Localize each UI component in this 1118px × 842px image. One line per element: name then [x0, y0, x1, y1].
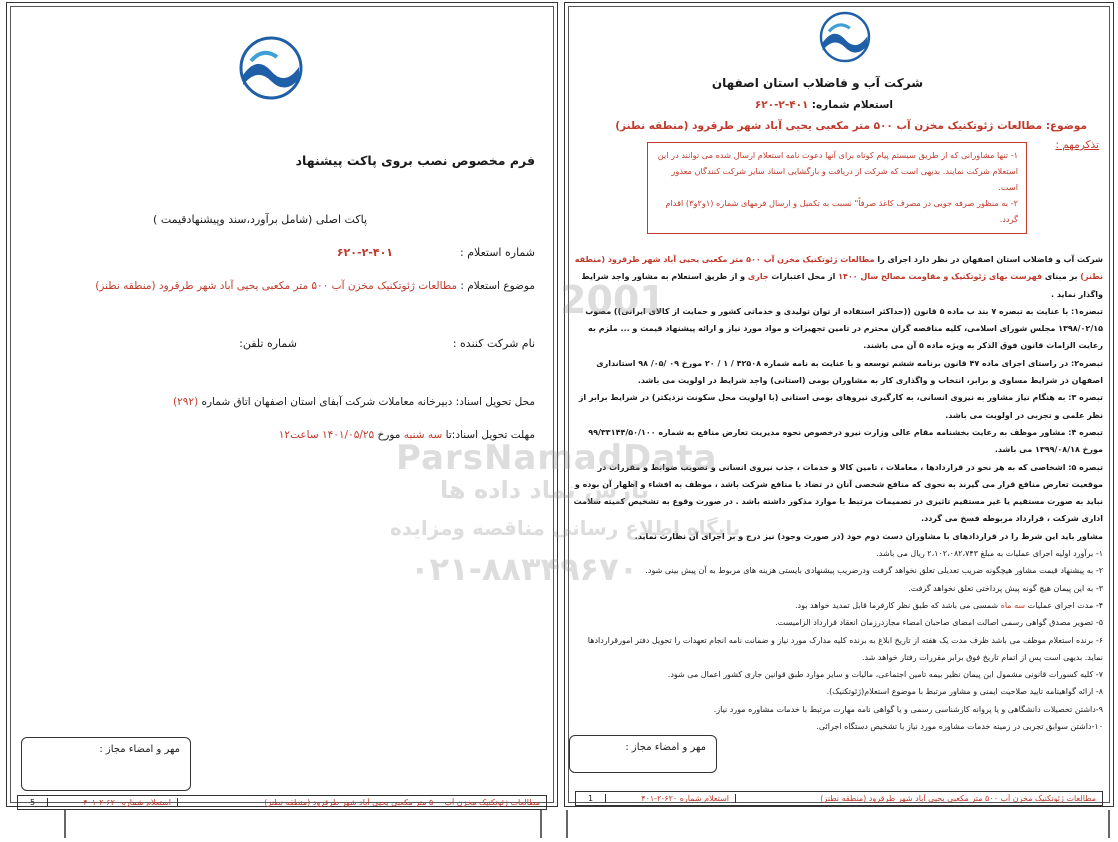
inquiry-number-line [581, 99, 893, 111]
reminder-item-1: ۱- تنها مشاورانی که از طریق سیستم پیام کوتاه برای آنها دعوت نامه استعلام ارسال شده می توانند در این استعلام شرکت نمایند. بدیهی است که شرکت از دریافت و بازگشایی اسناد سایر شرکت کنندگان معذور است. [657, 150, 1018, 192]
condition-item-9: ۹-داشتن تحصیلات دانشگاهی و یا پروانه کارشناسی رسمی و یا گواهی نامه مهارت مرتبط با خدمات مشاوره مورد نیاز. [713, 704, 1103, 714]
right-page [564, 2, 1114, 807]
intro-subject: مطالعات ژئوتکنیک مخزن آب ۵۰۰ متر مکعبی یحیی آباد شهر طرقرود (منطقه نطنز) [574, 255, 1103, 282]
delivery-room-number: (۲۹۲) [173, 396, 199, 408]
left-page [6, 2, 558, 807]
intro-fund: جاری [747, 272, 769, 282]
company-title: شرکت آب و فاضلاب استان اصفهان [711, 76, 923, 90]
inquiry-number-line [23, 246, 535, 259]
stamp-label: مهر و امضاء مجاز : [99, 744, 180, 755]
authorized-stamp-box [569, 735, 717, 773]
intro-price-list: فهرست بهای ژئوتکنیک و مقاومت مصالح سال ۱۴۰۰ [838, 272, 1043, 282]
item-4-text-c: شمسی می باشد که طبق نظر کارفرما قابل تمدید خواهد بود. [795, 600, 999, 610]
page-footer [17, 795, 547, 810]
authorized-stamp-box [21, 737, 191, 791]
note-6: مشاور باید این شرط را در قراردادهای با مشاوران دست دوم خود (در صورت وجود) نیز درج و بر اجرای آن نظارت نماید. [634, 531, 1103, 541]
footer-inquiry-number: استعلام شماره ۶۲۰-۲-۴۰۱ [606, 794, 736, 803]
footer-subject: مطالعات ژئوتکنیک مخزن آب ۵۰۰ متر مکعبی یحیی آباد شهر طرقرود (منطقه نطنز) [820, 794, 1096, 803]
footer-page-number: 5 [18, 798, 48, 807]
note-3: تبصره ۳: به هنگام نیاز مشاور به نیروی انسانی، به کارگیری نیروهای بومی استانی (با اولویت محل سکونت نزدیکتر) در شرایط برابر از نظر علمی و تجربی در اولویت می باشد. [578, 393, 1103, 420]
deadline-time: ساعت۱۲ [278, 429, 319, 441]
important-reminder-label: تذکرمهم : [1055, 139, 1099, 151]
footer-subject: مطالعات ژئوتکنیک مخزن آب ۵۰۰ متر مکعبی یحیی آباد شهر طرقرود (منطقه نطنز) [264, 798, 540, 807]
inquiry-subject-label: موضوع استعلام : [460, 280, 535, 292]
deadline-date: ۱۴۰۱/۰۵/۲۵ [321, 429, 375, 441]
inquiry-subject-label: موضوع: [1045, 120, 1087, 132]
inquiry-subject-line [23, 280, 535, 292]
water-company-logo-icon [805, 9, 885, 65]
note-5: تبصره ۵: اشخاصی که به هر نحو در قراردادها ، معاملات ، تامین کالا و خدمات ، جذب نیروی انسانی و تصویب ضوابط و مقررات در موقعیت تعارض منافع قرار می گیرند به نحوی که منافع شخصی آنان در تضاد با منافع شرکت باشد ، موظف به افشاء و اظهار آن بوده و نباید به صورت مستقیم یا غیر مستقیم تاثیری در تصمیمات مرتبط با موارد مذکور داشته باشد . در صورت وقوع به تشخیص کمیته سلامت اداری شرکت ، قرارداد مربوطه فسخ می گردد. [573, 462, 1103, 524]
inquiry-subject-value: مطالعات ژئوتکنیک مخزن آب ۵۰۰ متر مکعبی یحیی آباد شهر طرقرود (منطقه نطنز) [95, 280, 458, 292]
intro-text-c: از محل اعتبارات [771, 272, 836, 282]
important-reminder-box [647, 142, 1027, 234]
footer-page-number: 1 [576, 794, 606, 803]
deadline-date-label: مورخ [377, 429, 401, 441]
footer-inquiry-number: استعلام شماره ۶۲۰-۲-۴۰۱ [48, 798, 178, 807]
condition-item-3: ۳- به این پیمان هیچ گونه پیش پرداختی تعلق نخواهد گرفت. [908, 583, 1103, 593]
condition-item-5: ۵- تصویر مصدق گواهی رسمی اصالت امضای صاحبان امضاء مجازدرزمان انعقاد قرارداد الزامیست. [775, 618, 1103, 628]
condition-item-10: ۱۰-داشتن سوابق تجربی در زمینه خدمات مشاوره مورد نیاز با تشخیص دستگاه اجرائی. [816, 722, 1103, 732]
binder-mark [540, 810, 542, 838]
binder-mark [1108, 810, 1110, 838]
watermark-slogan: پایگاه اطلاع رسانی مناقصه ومزایده [390, 516, 741, 540]
note-1: تبصره۱: با عنایت به تبصره ۷ بند ب ماده ۵ قانون ((حداکثر استفاده از توان تولیدی و خدماتی کشور و حمایت از کالای ایرانی)) مصوب ۱۳۹۸/۰۲/۱۵ مجلس شورای اسلامی، کلیه مناقصه گران محترم در تامین تجهیزات و مواد مورد نیاز و ارائه پیشنهاد قیمت و ... ملزم به رعایت الزامات قانون فوق الذکر به ویژه ماده ۵ آن می باشند. [585, 306, 1103, 351]
watermark-digits: 2001 [560, 278, 666, 322]
watermark-site-name: پارس نماد داده ها [440, 476, 650, 504]
inquiry-number-value: ۴۰۱-۲-۶۲۰ [336, 246, 394, 259]
binder-mark [64, 810, 66, 838]
stamp-label: مهر و امضاء مجاز : [625, 742, 706, 753]
binder-mark [566, 810, 568, 838]
delivery-deadline-line [23, 429, 535, 441]
delivery-location-line [23, 396, 535, 408]
water-company-logo-icon [221, 33, 321, 103]
page-footer [575, 791, 1103, 806]
intro-text-a: شرکت آب و فاضلاب استان اصفهان در نظر دارد اجرای را [877, 255, 1103, 264]
envelope-form-title: فرم مخصوص نصب بروی پاکت پیشنهاد [295, 153, 535, 168]
deadline-prefix: مهلت تحویل اسناد:تا [445, 429, 535, 441]
condition-item-6: ۶- برنده استعلام موظف می باشد ظرف مدت یک هفته از تاریخ ابلاغ به برنده کلیه مدارک مورد نیاز و ضمانت نامه انجام تعهدات را تحویل دفتر امورقراردادها نماید. بدیهی است پس از اتمام تاریخ فوق برابر مقررات رفتار خواهد شد. [587, 635, 1103, 662]
intro-paragraph [573, 251, 1103, 303]
inquiry-number-label: شماره استعلام : [460, 246, 535, 259]
inquiry-subject-line [581, 120, 1087, 132]
phone-number-label: شماره تلفن: [239, 337, 297, 350]
packet-type-line: پاکت اصلی (شامل برآورد،سند وپیشنهادقیمت ) [153, 213, 367, 226]
condition-item-7: ۷- کلیه کسورات قانونی مشمول این پیمان نظیر بیمه تامین اجتماعی، مالیات و سایر موارد طبق قوانین جاری کشور اعمال می شود. [667, 670, 1103, 680]
inquiry-number-value: ۴۰۱-۲-۶۲۰ [754, 99, 809, 111]
condition-item-4 [573, 597, 1103, 614]
intro-text-b: بر مبنای [1044, 272, 1078, 282]
watermark-phone: ۰۲۱-۸۸۳۴۹۶۷۰ [410, 550, 639, 588]
intro-text-d: و از طریق استعلام به مشاور واجد شرایط واگذار نماید . [581, 272, 1103, 299]
participant-name-label: نام شرکت کننده : [452, 337, 535, 350]
condition-item-8: ۸- ارائه گواهینامه تایید صلاحیت ایمنی و مشاور مرتبط با موضوع استعلام(ژئوتکنیک). [826, 687, 1103, 697]
item-4-text-a: ۴- مدت اجرای عملیات [1027, 600, 1103, 610]
item-4-duration: سه ماه [1000, 600, 1026, 610]
condition-item-2: ۲- به پیشنهاد قیمت مشاور هیچگونه ضریب تعدیلی تعلق نخواهد گرفت ودرضریب پیشنهادی بایستی هزینه های مربوط به آن پیش بینی شود. [645, 566, 1103, 576]
note-4: تبصره ۴: مشاور موظف به رعایت بخشنامه مقام عالی وزارت نیرو درخصوص نحوه مدیریت تعارض منافع به شماره ۹۹/۳۳۱۴۴/۵۰/۱۰۰ مورخ ۱۳۹۹/۰۸/۱۸ می باشد. [588, 427, 1103, 455]
delivery-location-text: محل تحویل اسناد: دبیرخانه معاملات شرکت آبفای استان اصفهان اتاق شماره [201, 396, 535, 408]
deadline-day: سه شنبه [403, 429, 443, 441]
inquiry-conditions-body [573, 251, 1103, 735]
note-2: تبصره۲: در راستای اجرای ماده ۴۷ قانون برنامه ششم توسعه و با عنایت به نامه شماره ۴۲۵۰۸ / ۱ / ۲۰ مورخ ۰۹ /۰۵/ ۹۸ استانداری اصفهان در شرایط مساوی و برابر، انتخاب و واگذاری کار به مشاوران بومی (استانی) واجد شرایط در اولویت می باشد. [596, 358, 1103, 386]
reminder-item-2: ۲- به منظور صرفه جویی در مصرف کاغذ صرفاً" نسبت به تکمیل و ارسال فرمهای شماره (۱و۲و۳) اقدام گردد. [665, 198, 1018, 224]
inquiry-subject-value: مطالعات ژئوتکنیک مخزن آب ۵۰۰ متر مکعبی یحیی آباد شهر طرقرود (منطقه نطنز) [615, 120, 1043, 132]
condition-item-1: ۱- برآورد اولیه اجرای عملیات به مبلغ ۲،۱۰۲،۰۸۲،۷۴۳ ریال می باشد. [876, 549, 1103, 559]
inquiry-number-label: استعلام شماره: [811, 99, 893, 111]
watermark-brand: ParsNamadData [396, 438, 718, 478]
